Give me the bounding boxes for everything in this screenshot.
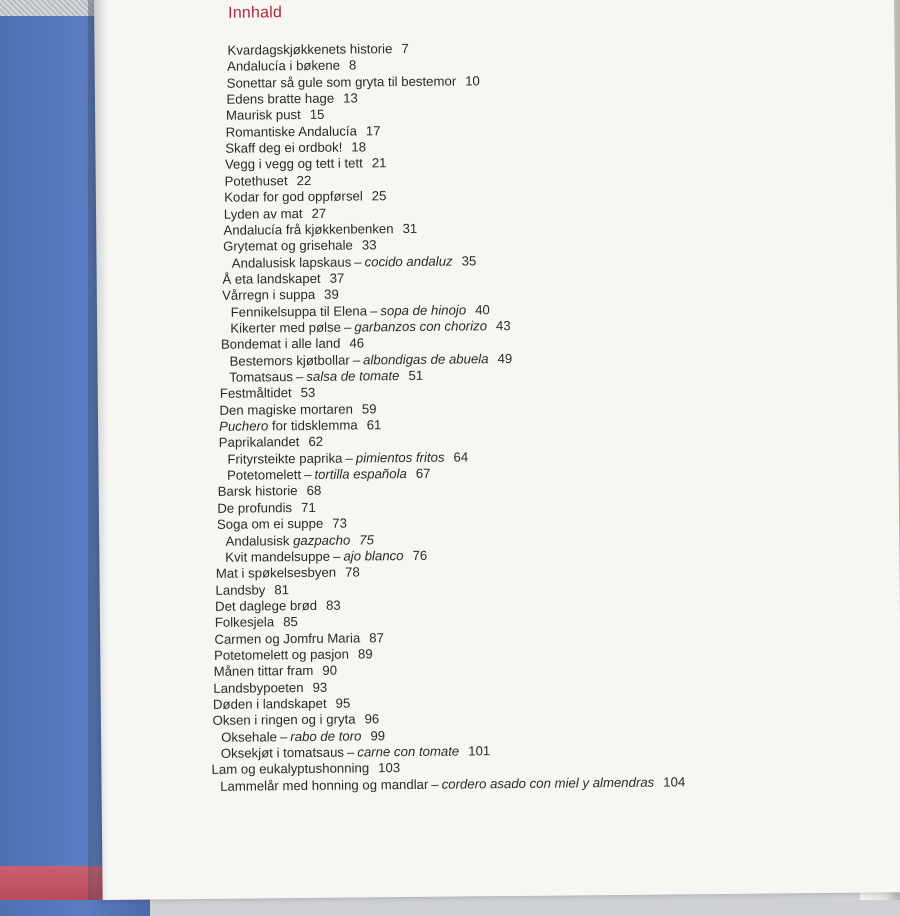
toc-entry-title: Soga om ei suppe [216, 515, 324, 532]
book-page [94, 0, 900, 900]
toc-entry-page-number: 8 [348, 57, 357, 73]
toc-entry-spanish-title: ajo blanco [343, 547, 404, 564]
toc-entry-title: Lammelår med honning og mandlar [220, 776, 429, 794]
toc-entry-title: Månen tittar fram [213, 663, 314, 680]
toc-entry-page-number: 67 [415, 465, 431, 482]
toc-entry-page-number: 75 [359, 531, 374, 547]
toc-entry-spanish-title: garbanzos con chorizo [354, 318, 488, 335]
toc-entry-dash: – [279, 728, 288, 744]
toc-entry-page-number: 49 [497, 350, 513, 366]
toc-entry [218, 483, 322, 500]
page-title: Innhald [228, 4, 283, 22]
toc-entry-title: Andalusisk lapskaus [231, 254, 352, 271]
toc-entry [215, 614, 298, 631]
toc-entry-page-number: 40 [475, 301, 490, 317]
toc-entry [216, 565, 360, 582]
toc-entry-title: Lam og eukalyptushonning [211, 760, 370, 778]
toc-entry [227, 73, 480, 91]
toc-entry-dash: – [431, 776, 439, 792]
toc-entry-title: for tidsklemma [268, 417, 358, 434]
toc-entry-title: Festmåltidet [219, 385, 292, 402]
toc-entry-spanish-title: tortilla española [314, 466, 407, 482]
toc-entry-title: De profundis [217, 499, 293, 516]
toc-entry [226, 107, 325, 124]
toc-entry-title: Frityrsteikte paprika [227, 450, 343, 467]
toc-entry-page-number: 104 [663, 774, 686, 790]
toc-entry-title: Det daglege brød [215, 597, 318, 614]
toc-entry-title: Kvardagskjøkkenets historie [227, 41, 393, 58]
toc-entry-dash: – [304, 467, 312, 483]
toc-entry-title: Andalucía i bøkene [227, 57, 341, 75]
toc-entry-title: Mat i spøkelsesbyen [215, 564, 337, 582]
toc-entry-page-number: 76 [412, 547, 428, 563]
toc-entry [221, 743, 491, 762]
toc-entry-italic-title: Puchero [219, 418, 269, 434]
toc-entry-title: Døden i landskapet [212, 695, 327, 712]
toc-entry [229, 368, 423, 386]
toc-entry-spanish-title: gazpacho [292, 532, 351, 548]
toc-entry-page-number: 31 [402, 220, 418, 236]
toc-entry-page-number: 83 [325, 597, 341, 613]
toc-entry [221, 728, 385, 746]
toc-entry [225, 548, 427, 566]
toc-entry-page-number: 73 [332, 515, 347, 531]
toc-entry-title: Kikerter med pølse [230, 319, 342, 336]
toc-entry-spanish-title: rabo de toro [290, 728, 362, 744]
toc-entry-title: Romantiske Andalucía [225, 123, 357, 140]
toc-entry-page-number: 64 [453, 449, 469, 465]
toc-entry-dash: – [346, 744, 355, 760]
toc-entry-page-number: 101 [468, 743, 491, 759]
toc-entry-title: Edens bratte hage [226, 90, 335, 107]
toc-entry [221, 336, 364, 353]
toc-entry-page-number: 37 [329, 270, 345, 286]
toc-entry-spanish-title: sopa de hinojo [380, 302, 467, 318]
toc-entry-page-number: 25 [371, 188, 387, 204]
toc-entry-spanish-title: albondigas de abuela [363, 350, 489, 368]
toc-entry-page-number: 15 [309, 107, 325, 123]
toc-entry-page-number: 7 [401, 40, 409, 57]
toc-entry-page-number: 22 [296, 172, 312, 188]
toc-entry-title: Oksen i ringen og i gryta [212, 711, 356, 729]
toc-entry [220, 385, 316, 402]
toc-entry-title: Skaff deg ei ordbok! [225, 139, 343, 156]
toc-entry-title: Maurisk pust [225, 107, 301, 124]
toc-entry-page-number: 95 [335, 695, 351, 711]
toc-entry-title: Bestemors kjøtbollar [229, 352, 350, 369]
toc-entry-page-number: 46 [349, 335, 365, 351]
toc-entry [217, 500, 316, 517]
toc-entry-title: Folkesjela [214, 614, 275, 631]
toc-entry-dash: – [354, 253, 362, 270]
toc-entry-page-number: 61 [366, 417, 382, 433]
toc-entry-page-number: 51 [408, 367, 424, 383]
toc-entry-title: Andalusisk [225, 532, 294, 549]
toc-entry-title: Potetomelett [226, 467, 302, 483]
toc-entry [211, 760, 400, 778]
toc-entry-title: Å eta landskapet [222, 270, 321, 287]
toc-entry-dash: – [369, 302, 378, 318]
toc-entry-spanish-title: carne con tomate [357, 743, 460, 760]
toc-entry-dash: – [295, 369, 304, 385]
toc-entry-page-number: 99 [370, 727, 386, 744]
toc-entry [225, 156, 387, 174]
toc-entry [219, 434, 323, 451]
toc-entry [232, 253, 477, 271]
toc-entry-spanish-title: salsa de tomate [306, 368, 400, 384]
toc-entry [224, 205, 327, 222]
toc-entry-title: Kodar for god oppførsel [224, 188, 363, 205]
toc-entry-title: Fennikelsuppa til Elena [230, 302, 368, 320]
toc-entry-title: Barsk historie [217, 483, 298, 500]
toc-entry-page-number: 96 [364, 711, 380, 727]
toc-entry-page-number: 90 [322, 662, 338, 679]
toc-entry-page-number: 87 [369, 629, 384, 645]
toc-entry-page-number: 13 [343, 90, 358, 106]
toc-entry-page-number: 78 [344, 564, 360, 580]
toc-entry-title: Landsbypoeten [213, 679, 304, 696]
toc-entry-page-number: 62 [308, 434, 324, 450]
toc-entry [226, 91, 358, 108]
toc-entry-title: Kvit mandelsuppe [225, 548, 331, 565]
toc-entry-page-number: 71 [301, 499, 316, 515]
toc-entry-title: Bondemat i alle land [220, 335, 341, 353]
toc-entry [227, 41, 408, 59]
toc-entry [219, 401, 376, 419]
toc-entry-page-number: 68 [306, 483, 322, 499]
toc-entry-page-number: 27 [311, 205, 327, 221]
toc-entry [213, 696, 350, 713]
toc-entry-page-number: 17 [365, 123, 381, 139]
toc-entry [223, 221, 417, 239]
toc-entry-title: Oksehale [221, 728, 278, 745]
toc-entry-page-number: 85 [283, 614, 298, 630]
toc-entry-page-number: 33 [361, 237, 377, 253]
toc-entry-spanish-title: cocido andaluz [364, 253, 453, 269]
toc-entry-page-number: 81 [274, 581, 290, 597]
toc-entry [227, 449, 468, 467]
toc-entry [226, 123, 381, 140]
toc-entry [219, 417, 381, 435]
toc-entry [222, 287, 339, 304]
toc-entry-page-number: 18 [351, 139, 367, 155]
toc-entry-title: Vårregn i suppa [221, 287, 316, 304]
toc-entry-page-number: 39 [324, 286, 339, 303]
toc-entry [215, 598, 341, 615]
toc-entry-page-number: 93 [312, 679, 328, 695]
toc-entry-title: Potethuset [224, 172, 288, 189]
toc-entry-page-number: 21 [371, 155, 387, 171]
toc-entry [214, 630, 384, 648]
toc-entry-dash: – [345, 450, 353, 466]
toc-entry [213, 712, 380, 730]
toc-entry-title: Carmen og Jomfru Maria [214, 630, 361, 647]
toc-entry-title: Oksekjøt i tomatsaus [220, 744, 345, 761]
toc-entry [227, 466, 431, 484]
toc-entry-page-number: 35 [461, 252, 477, 269]
toc-entry [220, 774, 685, 794]
toc-entry [224, 188, 386, 206]
toc-entry-page-number: 10 [465, 72, 480, 89]
toc-entry-dash: – [343, 319, 352, 335]
toc-entry-title: Andalucía frå kjøkkenbenken [223, 220, 394, 238]
toc-entry-page-number: 59 [361, 400, 377, 417]
toc-entry-title: Vegg i vegg og tett i tett [224, 155, 363, 173]
toc-entry-title: Tomatsaus [229, 369, 294, 385]
toc-entry-page-number: 103 [378, 760, 401, 776]
toc-entry-dash: – [332, 548, 341, 564]
toc-entry [215, 582, 289, 599]
toc-entry-spanish-title: cordero asado con miel y almendras [441, 774, 655, 792]
toc-entry [230, 318, 511, 337]
toc-entry [225, 173, 312, 190]
toc-entry [226, 532, 374, 549]
toc-entry [214, 646, 373, 664]
toc-entry-title: Den magiske mortaren [219, 401, 353, 418]
toc-entry-page-number: 53 [300, 385, 316, 401]
toc-entry-dash: – [352, 352, 361, 368]
toc-entry [230, 351, 513, 370]
toc-entry [217, 516, 347, 533]
toc-entry [225, 139, 366, 156]
toc-entry-title: Landsby [215, 581, 266, 598]
toc-entry [223, 237, 377, 254]
toc-entry-title: Potetomelett og pasjon [213, 646, 350, 663]
toc-entry [213, 679, 327, 696]
toc-entry-title: Paprikalandet [218, 434, 300, 451]
toc-entry [222, 271, 344, 288]
toc-entry-page-number: 43 [495, 317, 511, 334]
toc-entry [214, 663, 338, 680]
toc-entry-spanish-title: pimientos fritos [355, 449, 445, 466]
toc-entry-title: Lyden av mat [223, 205, 303, 222]
toc-entry [227, 58, 356, 75]
toc-entry-title: Grytemat og grisehale [223, 237, 353, 254]
toc-entry-page-number: 89 [357, 646, 373, 662]
toc-entry-title: Sonettar så gule som gryta til bestemor [226, 73, 457, 91]
page-gutter-shadow [88, 0, 108, 900]
